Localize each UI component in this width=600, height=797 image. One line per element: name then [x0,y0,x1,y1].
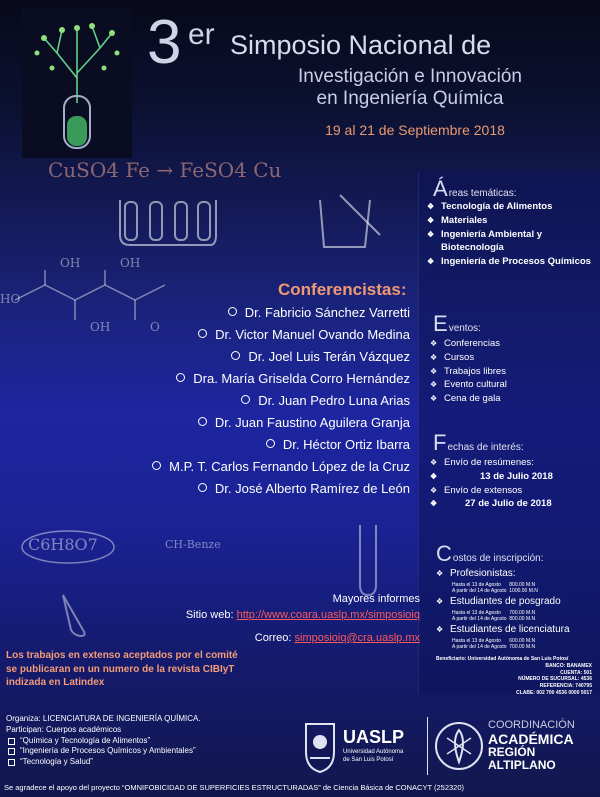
website-line [186,609,420,621]
costs-title-rest: ostos de inscripción: [452,553,544,564]
cost-row-period: Hasta el 13 de Agosto [452,581,501,588]
speaker-name: Dr. Juan Pedro Luna Arias [258,393,410,408]
academic-group: “Tecnología y Salud” [6,757,296,768]
costs-title-cap: C [436,541,452,566]
formula-doodle: C6H8O7 [28,535,98,554]
tube-doodle [340,520,390,600]
date-label: ❖ Envío de resúmenes: [430,456,598,470]
test-tube-tree-logo [22,8,132,158]
formula-circle [18,527,128,567]
participants-line: Participan: Cuerpos académicos [6,724,122,734]
acknowledgement: Se agradece el apoyo del proyecto “OMNIFOBICIDAD DE SUPERFICIES ESTRUCTURADAS” de Ciencia Básica de CONACYT (252320) [4,783,465,792]
cost-row-amount: 600.00 M.N [509,637,536,644]
circle-bullet-icon [266,439,275,448]
areas-title-rest: reas temáticas: [448,188,517,199]
title-line-1: Simposio Nacional de [230,30,492,60]
areas-section [433,176,598,269]
beaker-doodle [310,185,390,255]
cost-row-period: Hasta el 13 de Agosto [452,637,501,644]
circle-bullet-icon [198,417,207,426]
cost-row [436,582,598,589]
bank-line: CLABE: 002 700 4536 0000 5017 [516,689,592,696]
cost-group-label [436,623,598,638]
speaker-item [176,371,410,386]
bank-line: CUENTA: 501 [560,669,592,676]
coord-line-1: COORDINACIÓN [488,719,575,731]
speaker-name: Dr. José Alberto Ramírez de León [214,481,410,496]
website-label: Sitio web: [185,609,234,621]
svg-text:HO: HO [0,292,21,306]
cost-row [436,644,598,651]
svg-text:OH: OH [60,256,81,270]
area-item: ❖ Tecnología de Alimentos [427,200,598,214]
event-item: ❖ Cursos [430,351,598,365]
event-item: ❖ Cena de gala [430,392,598,406]
events-title-rest: ventos: [448,323,481,334]
cost-group-label [436,595,598,610]
flasks-doodle [110,180,220,260]
cost-row-period: A partir del 14 de Agosto [452,616,507,623]
title-line-2: Investigación e Innovación [298,66,522,87]
circle-bullet-icon [152,461,161,470]
event-dates: 19 al 21 de Septiembre 2018 [325,122,505,138]
circle-bullet-icon [198,483,207,492]
speaker-item [152,459,410,474]
website-link[interactable]: http://www.coara.uaslp.mx/simposioiq [236,609,420,621]
cost-group-label-text: ❖ Profesionistas: [436,567,598,582]
uaslp-logo-text: UASLP [343,727,405,747]
circle-bullet-icon [176,373,185,382]
email-label: Correo: [254,632,292,644]
svg-text:OH: OH [120,256,141,270]
speaker-item [241,393,410,408]
areas-list [427,200,598,269]
cost-row-period: A partir del 14 de Agosto [452,644,507,651]
title-line-3: en Ingeniería Química [316,87,504,109]
dates-title-rest: echas de interés: [447,442,524,453]
cost-group-label-text: ❖ Estudiantes de posgrado [436,595,598,610]
bank-line: NÚMERO DE SUCURSAL: 4536 [518,676,592,683]
cost-row-amount: 700.00 M.N [509,609,536,616]
bank-info [436,656,592,697]
edition-ordinal: er [188,18,215,51]
publication-note: Los trabajos en extenso aceptados por el comité se publicaran en un numero de la revista CIBIyT indizada en Latindex [6,650,238,688]
cost-group [436,595,598,623]
events-section [433,311,598,406]
title-lines [240,66,580,110]
event-item: ❖ Evento cultural [430,378,598,392]
organizer-block [6,714,296,768]
speaker-name: Dr. Juan Faustino Aguilera Granja [214,415,410,430]
cost-row [436,616,598,623]
cost-group-label [436,567,598,582]
speaker-name: M.P. T. Carlos Fernando López de la Cruz [169,459,410,474]
more-info: Mayores informes [332,593,420,605]
reaction-doodle: CuSO4 Fe → FeSO4 Cu [48,158,282,182]
event-item: ❖ Trabajos libres [430,365,598,379]
cost-row-amount: 1000.00 M.N [509,588,538,595]
svg-text:OH: OH [90,320,111,334]
academic-groups-list [6,736,296,768]
speakers-title: Conferencistas: [278,280,407,299]
edition-number: 3 [147,8,182,77]
cost-group-label-text: ❖ Estudiantes de licenciatura [436,623,598,638]
coord-line-2: ACADÉMICA [488,730,574,747]
circle-bullet-icon [198,329,207,338]
bank-line: REFERENCIA: 740795 [539,683,592,689]
coordination-logo-text [488,720,600,771]
speaker-name: Dr. Fabricio Sánchez Varretti [244,305,410,320]
coord-line-3: REGIÓN ALTIPLANO [488,745,556,772]
tube-doodle-2 [55,590,95,640]
event-item: ❖ Conferencias [430,337,598,351]
email-link[interactable]: simposioiq@cra.uaslp.mx [294,632,420,644]
uaslp-subtitle-2: de San Luis Potosí [343,756,394,763]
events-title-cap: E [433,311,448,336]
areas-title-cap: Á [433,176,448,201]
costs-title [436,541,598,567]
speaker-item [198,327,410,342]
dates-title-cap: F [433,430,447,455]
cost-row-period: Hasta el 13 de Agosto [452,609,501,616]
cost-groups [436,567,598,651]
bank-line: BANCO: BANAMEX [545,662,592,669]
costs-section [436,541,598,697]
events-title [433,311,598,337]
cost-row [436,610,598,617]
coordination-emblem-icon [433,718,485,774]
speaker-name: Dr. Joel Luis Terán Vázquez [248,349,410,364]
academic-group: “Química y Tecnología de Alimentos” [6,736,296,747]
speaker-item [266,437,410,452]
cost-row-amount: 800.00 M.N [509,581,536,588]
organizer-line: Organiza: LICENCIATURA DE INGENIERÍA QUÍMICA. [6,714,201,723]
area-item: ❖ Ingeniería de Procesos Químicos [427,255,598,269]
cost-row-amount: 800.00 M.N [509,616,536,623]
bank-line: Beneficiario: Universidad Autónoma de San Luis Potosí [436,656,569,662]
speaker-item [228,305,410,320]
cost-row [436,588,598,595]
cost-row-period: A partir del 14 de Agosto [452,588,507,595]
dates-title [433,430,598,456]
uaslp-subtitle [343,749,403,765]
date-value: ❖ 13 de Julio 2018 [430,470,598,484]
svg-text:O: O [150,320,160,334]
circle-bullet-icon [241,395,250,404]
date-label: ❖ Envío de extensos [430,484,598,498]
uaslp-shield-icon [300,718,340,774]
academic-group: “Ingeniería de Procesos Químicos y Ambientales” [6,746,296,757]
dates-list [430,456,598,511]
molecule-doodle [0,255,200,335]
dates-section [433,430,598,511]
logo-divider [427,717,428,775]
area-item: ❖ Materiales [427,214,598,228]
benzene-label-doodle: CH-Benze [165,538,221,551]
speaker-name: Dr. Victor Manuel Ovando Medina [215,327,410,342]
speaker-item [231,349,410,364]
areas-title [433,176,598,202]
area-item: ❖ Ingeniería Ambiental y Biotecnología [427,228,598,256]
speaker-item [198,415,410,430]
cost-group [436,623,598,651]
circle-bullet-icon [231,351,240,360]
circle-bullet-icon [228,307,237,316]
email-line [255,632,420,644]
speaker-name: Dr. Héctor Ortiz Ibarra [282,437,410,452]
cost-row-amount: 700.00 M.N [509,644,536,651]
uaslp-subtitle-1: Universidad Autónoma [343,749,404,755]
cost-row [436,638,598,645]
speaker-name: Dra. María Griselda Corro Hernández [193,371,410,386]
date-value: ❖ 27 de Julio de 2018 [430,497,598,511]
cost-group [436,567,598,595]
events-list [430,337,598,406]
speaker-item [198,481,410,496]
